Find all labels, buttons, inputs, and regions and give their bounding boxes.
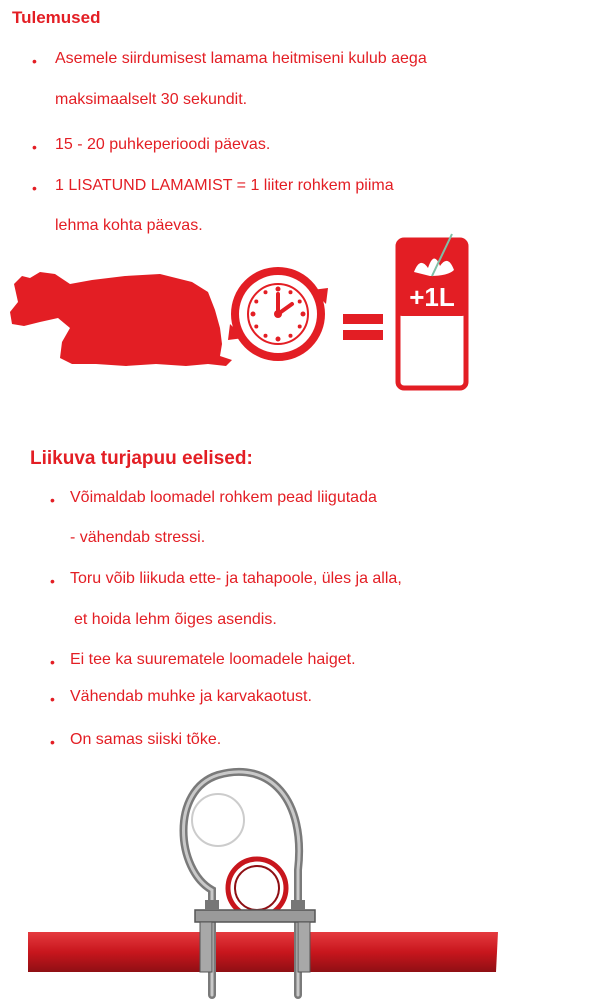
benefits-bullet-2-line-1: Toru võib liikuda ette- ja tahapoole, üles ja alla, <box>70 570 402 587</box>
bullet-dot: • <box>50 573 55 589</box>
cow-icon <box>10 272 232 366</box>
rail-pipe <box>28 932 498 972</box>
neck-rail-illustration <box>0 760 608 1001</box>
bullet-dot: • <box>50 691 55 707</box>
carton-badge: +1L <box>409 282 455 312</box>
bullet-dot: • <box>50 734 55 750</box>
benefits-bullet-3-line-1: Ei tee ka suurematele loomadele haiget. <box>70 651 356 668</box>
bullet-dot: • <box>32 180 37 196</box>
bullet-dot: • <box>50 492 55 508</box>
benefits-bullet-5-line-1: On samas siiski tõke. <box>70 731 222 748</box>
bullet-dot: • <box>32 53 37 69</box>
benefits-bullet-2-line-2: et hoida lehm õiges asendis. <box>74 611 277 628</box>
results-bullet-3-line-2: lehma kohta päevas. <box>55 217 203 234</box>
benefits-bullet-4-line-1: Vähendab muhke ja karvakaotust. <box>70 688 312 705</box>
results-bullet-2-line-1: 15 - 20 puhkeperioodi päevas. <box>55 136 271 153</box>
equals-icon <box>343 314 383 340</box>
clock-icon <box>228 271 328 357</box>
section-title-results: Tulemused <box>12 8 101 27</box>
benefits-bullet-1-line-2: - vähendab stressi. <box>70 529 206 546</box>
benefits-bullet-1-line-1: Võimaldab loomadel rohkem pead liigutada <box>70 489 377 506</box>
results-bullet-1-line-2: maksimaalselt 30 sekundit. <box>55 91 248 108</box>
results-bullet-3-line-1: 1 LISATUND LAMAMIST = 1 liiter rohkem piima <box>55 177 394 194</box>
section-title-benefits: Liikuva turjapuu eelised: <box>30 448 253 469</box>
infographic <box>0 232 608 397</box>
results-bullet-1-line-1: Asemele siirdumisest lamama heitmiseni kulub aega <box>55 50 427 67</box>
milk-carton-icon <box>398 234 466 388</box>
bullet-dot: • <box>50 654 55 670</box>
bullet-dot: • <box>32 139 37 155</box>
